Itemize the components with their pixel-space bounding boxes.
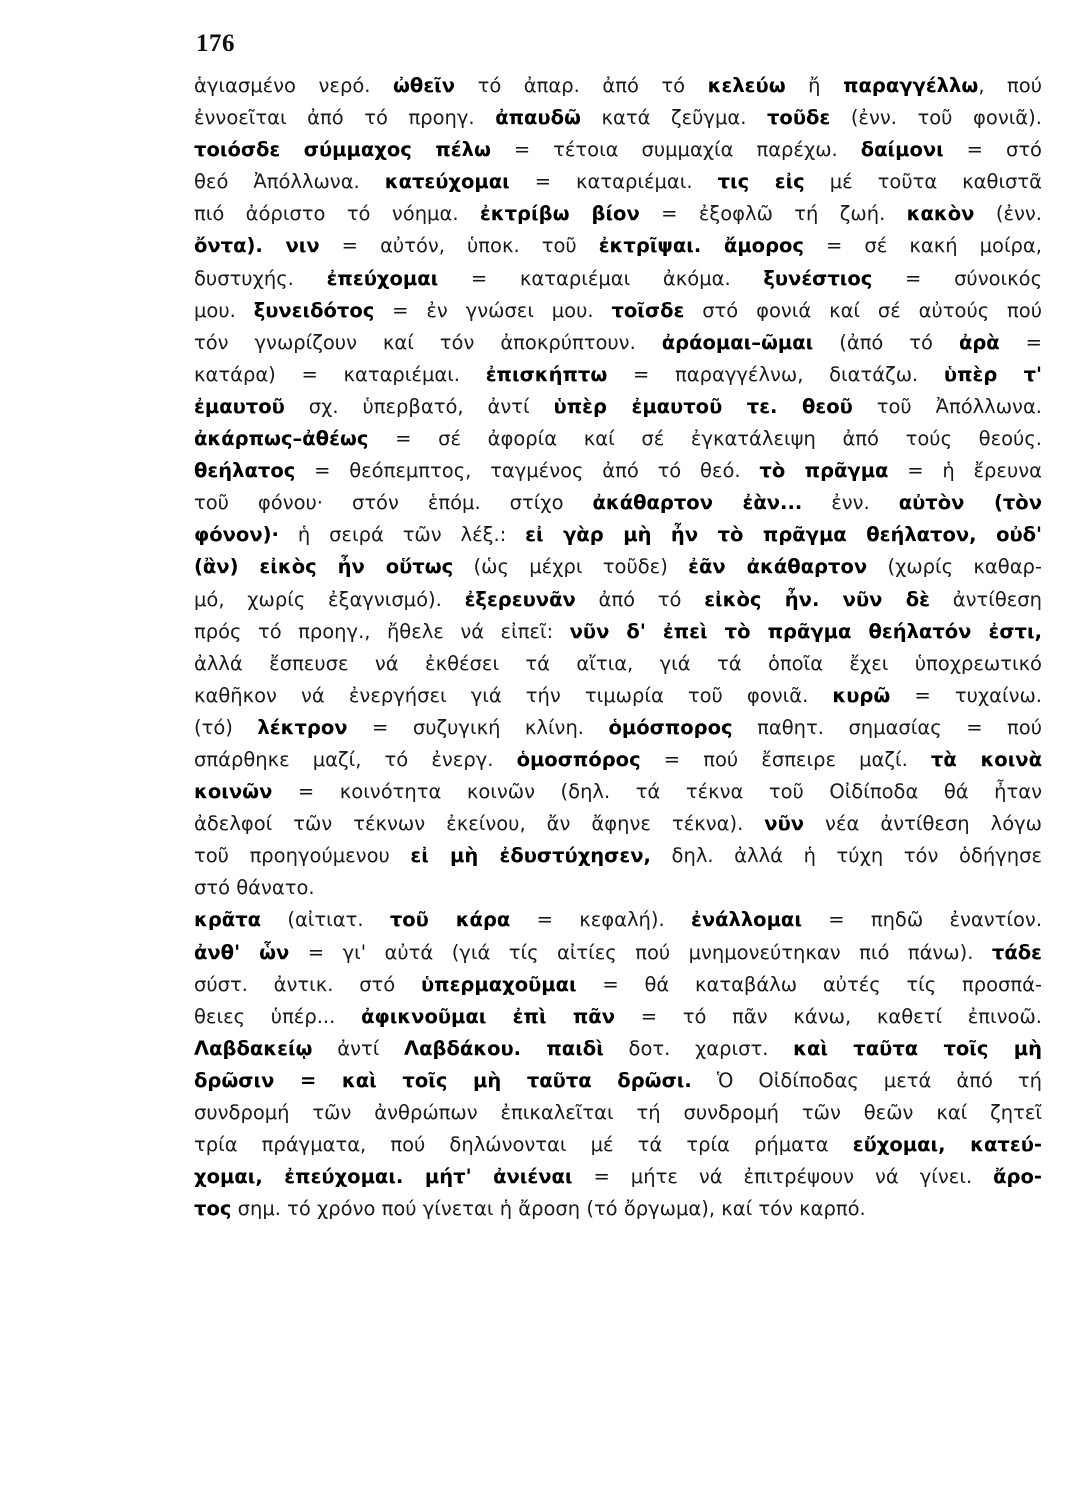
gloss-text: = πηδῶ ἐναντίον. <box>801 908 1043 932</box>
lemma-term: ἐμαυτοῦ <box>194 394 285 418</box>
gloss-text: πιό ἀόριστο τό νόημα. <box>194 202 480 226</box>
lemma-term: ἀρὰ <box>958 330 1000 354</box>
gloss-text: = πού ἔσπειρε μαζί. <box>640 747 931 771</box>
gloss-text: ἐννοεῖται ἀπό τό προηγ. <box>194 106 496 130</box>
lemma-term: ἄρο- <box>993 1165 1042 1189</box>
text-line <box>194 616 1042 648</box>
lemma-term: ἀράομαι–ῶμαι <box>661 330 814 354</box>
gloss-text: = τό πᾶν κάνω, καθετί ἐπινοῶ. <box>614 1004 1043 1028</box>
lemma-term: τοῦ κάρα <box>389 908 511 932</box>
text-line <box>194 904 1042 936</box>
lemma-term: ἀφικνοῦμαι ἐπὶ πᾶν <box>361 1004 615 1028</box>
gloss-text: ἁγιασμένο νερό. <box>194 74 393 97</box>
lemma-term: ἀκάρπως–ἀθέως <box>194 427 369 451</box>
lemma-term: τὰ κοινὰ <box>930 747 1042 771</box>
lemma-term: ἐᾶν ἀκάθαρτον <box>688 555 868 579</box>
text-line <box>194 519 1042 551</box>
text-line <box>194 70 1042 102</box>
gloss-text: καθῆκον νά ἐνεργήσει γιά τήν τιμωρία τοῦ φονιᾶ. <box>194 683 833 707</box>
lemma-term: κρᾶτα <box>194 908 262 932</box>
lemma-term: τοιόσδε σύμμαχος πέλω <box>194 138 491 162</box>
gloss-text: = σέ κακή μοίρα, <box>804 234 1042 258</box>
gloss-text: σημ. τό χρόνο πού γίνεται ἡ ἄροση (τό ὄργωμα), καί τόν καρπό. <box>231 1197 866 1221</box>
text-line <box>194 872 1042 904</box>
gloss-text: τόν γνωρίζουν καί τόν ἀποκρύπτουν. <box>194 330 662 354</box>
text-line <box>194 263 1042 295</box>
text-line <box>194 808 1042 840</box>
gloss-text: = καταριέμαι. <box>509 170 718 194</box>
text-line <box>194 1161 1042 1193</box>
gloss-text: δυστυχής. <box>194 266 327 290</box>
gloss-text: (αἰτιατ. <box>261 908 390 932</box>
lemma-term: ὄντα). νιν <box>194 234 320 258</box>
gloss-text: = σύνοικός <box>872 266 1043 290</box>
gloss-text: παθητ. σημασίας = πού <box>732 715 1042 739</box>
text-line <box>194 166 1042 198</box>
text-line <box>194 1001 1042 1033</box>
lemma-term: ὑπερμαχοῦμαι <box>420 972 577 996</box>
lemma-term: ἐπεύχομαι <box>326 266 439 290</box>
text-line <box>194 102 1042 134</box>
lemma-term: τὸ πρᾶγμα <box>759 459 889 483</box>
text-line <box>194 391 1042 423</box>
text-line <box>194 1193 1042 1225</box>
lemma-term: ὑπὲρ ἐμαυτοῦ τε. θεοῦ <box>553 394 853 418</box>
text-line <box>194 776 1042 808</box>
lemma-term: νῦν <box>764 812 805 836</box>
text-line <box>194 1065 1042 1097</box>
lemma-term: Λαβδάκου. παιδὶ <box>404 1036 604 1060</box>
gloss-text: (ἀπό τό <box>813 330 959 354</box>
lemma-term: δρῶσιν = καὶ τοῖς μὴ ταῦτα δρῶσι. <box>194 1068 692 1092</box>
text-line <box>194 230 1042 262</box>
gloss-text: τό ἀπαρ. ἀπό τό <box>455 74 708 97</box>
text-line <box>194 327 1042 359</box>
text-line <box>194 423 1042 455</box>
gloss-text: = θά καταβάλω αὐτές τίς προσπά- <box>576 972 1043 996</box>
lemma-term: τάδε <box>991 940 1042 964</box>
lemma-term: φόνον)· <box>194 523 279 547</box>
gloss-text: θειες ὑπέρ... <box>194 1004 362 1028</box>
gloss-text: , πού <box>978 74 1042 97</box>
lemma-term: ὑπὲρ τ' <box>943 362 1042 386</box>
gloss-text: = <box>999 330 1042 354</box>
text-line <box>194 1033 1042 1065</box>
paragraph <box>194 904 1042 1225</box>
lemma-term: ὁμοσπόρος <box>516 747 641 771</box>
gloss-text: κατάρα) = καταριέμαι. <box>194 362 486 386</box>
gloss-text: μου. <box>194 298 254 322</box>
gloss-text: σχ. ὑπερβατό, ἀντί <box>284 394 554 418</box>
lemma-term: τοῦδε <box>766 106 831 130</box>
gloss-text: τοῦ προηγούμενου <box>194 844 411 868</box>
lemma-term: εἰ μὴ ἐδυστύχησεν, <box>410 844 651 868</box>
gloss-text: στό θάνατο. <box>194 876 315 900</box>
lemma-term: ἀπαυδῶ <box>495 106 581 130</box>
page-number: 176 <box>196 30 235 57</box>
gloss-text: (ἐνν. τοῦ φονιᾶ). <box>830 106 1042 130</box>
gloss-text: ἀντί <box>312 1036 405 1060</box>
gloss-text: = αὐτόν, ὑποκ. τοῦ <box>319 234 599 258</box>
lemma-term: εὔχομαι, κατεύ- <box>852 1133 1042 1157</box>
gloss-text: ἀπό τό <box>575 587 705 611</box>
gloss-text: = ἐν γνώσει μου. <box>374 298 612 322</box>
lemma-term: ὠθεῖν <box>392 74 456 97</box>
lemma-term: ὁμόσπορος <box>608 715 733 739</box>
gloss-text: = παραγγέλνω, διατάζω. <box>607 362 944 386</box>
lemma-term: ἐκτρίβω βίον <box>479 202 640 226</box>
gloss-text: = γι' αὐτά (γιά τίς αἰτίες πού μνημονεύτηκαν πιό πάνω). <box>289 940 992 964</box>
lemma-term: κυρῶ <box>832 683 891 707</box>
text-line <box>194 937 1042 969</box>
lemma-term: παραγγέλλω <box>843 74 979 97</box>
lemma-term: εἰ γὰρ μὴ ἦν τὸ πρᾶγμα θεήλατον, οὐδ' <box>525 523 1043 547</box>
lemma-term: ξυνέστιος <box>763 266 873 290</box>
paragraph <box>194 70 1042 904</box>
text-line <box>194 744 1042 776</box>
gloss-text: σπάρθηκε μαζί, τό ἐνεργ. <box>194 747 517 771</box>
gloss-text: ἡ σειρά τῶν λέξ.: <box>278 523 526 547</box>
gloss-text: (χωρίς καθαρ- <box>867 555 1042 579</box>
gloss-text: τοῦ Ἀπόλλωνα. <box>852 394 1042 418</box>
gloss-text: = τέτοια συμμαχία παρέχω. <box>490 138 861 162</box>
lemma-term: χομαι, ἐπεύχομαι. μήτ' ἀνιέναι <box>194 1165 573 1189</box>
lemma-term: ἐνάλλομαι <box>690 908 802 932</box>
text-column <box>194 70 1042 1225</box>
gloss-text: ἀδελφοί τῶν τέκνων ἐκείνου, ἄν ἄφηνε τέκνα). <box>194 812 765 836</box>
lemma-term: κελεύω <box>707 74 786 97</box>
text-line <box>194 712 1042 744</box>
lemma-term: Λαβδακείῳ <box>194 1036 313 1060</box>
lemma-term: ἐπισκήπτω <box>485 362 608 386</box>
gloss-text: νέα ἀντίθεση λόγω <box>804 812 1042 836</box>
gloss-text: στό φονιά καί σέ αὐτούς πού <box>684 298 1042 322</box>
lemma-term: κατεύχομαι <box>384 170 510 194</box>
gloss-text: τοῦ φόνου· στόν ἑπόμ. στίχο <box>194 491 593 515</box>
text-line <box>194 840 1042 872</box>
text-line <box>194 487 1042 519</box>
lemma-term: ξυνειδότος <box>253 298 375 322</box>
text-line <box>194 134 1042 166</box>
text-line <box>194 680 1042 712</box>
gloss-text: = μήτε νά ἐπιτρέψουν νά γίνει. <box>572 1165 994 1189</box>
gloss-text: = θεόπεμπτος, ταγμένος ἀπό τό θεό. <box>295 459 760 483</box>
gloss-text: μέ τοῦτα καθιστᾶ <box>804 170 1043 194</box>
lemma-term: λέκτρον <box>257 715 348 739</box>
lemma-term: ἀκάθαρτον ἐὰν... <box>592 491 803 515</box>
gloss-text: = ἡ ἔρευνα <box>888 459 1042 483</box>
gloss-text: = στό <box>943 138 1042 162</box>
text-line <box>194 1129 1042 1161</box>
gloss-text: ἤ <box>785 74 844 97</box>
text-line <box>194 648 1042 680</box>
lemma-term: καὶ ταῦτα τοῖς μὴ <box>793 1036 1042 1060</box>
gloss-text: δοτ. χαριστ. <box>603 1036 794 1060</box>
text-line <box>194 198 1042 230</box>
lemma-term: κακὸν <box>906 202 975 226</box>
text-line <box>194 969 1042 1001</box>
text-line <box>194 455 1042 487</box>
gloss-text: Ὁ Οἰδίποδας μετά ἀπό τή <box>691 1068 1042 1092</box>
lemma-term: τος <box>194 1197 232 1221</box>
lemma-term: ἐκτρῖψαι. ἄμορος <box>598 234 804 258</box>
lemma-term: αὐτὸν (τὸν <box>898 491 1042 515</box>
gloss-text: (ἐνν. <box>974 202 1042 226</box>
gloss-text: θεό Ἀπόλλωνα. <box>194 170 385 194</box>
gloss-text: πρός τό προηγ., ἤθελε νά εἰπεῖ: <box>194 619 570 643</box>
gloss-text: ἀλλά ἔσπευσε νά ἐκθέσει τά αἴτια, γιά τά ὁποῖα ἔχει ὑποχρεωτικό <box>194 651 1042 675</box>
lemma-term: νῦν δ' ἐπεὶ τὸ πρᾶγμα θεήλατόν ἐστι, <box>569 619 1042 643</box>
gloss-text: = συζυγική κλίνη. <box>347 715 609 739</box>
lemma-term: κοινῶν <box>194 780 273 804</box>
gloss-text: σύστ. ἀντικ. στό <box>194 972 421 996</box>
gloss-text: συνδρομή τῶν ἀνθρώπων ἐπικαλεῖται τή συνδρομή τῶν θεῶν καί ζητεῖ <box>194 1101 1042 1124</box>
text-line <box>194 1097 1042 1129</box>
lemma-term: εἰκὸς ἦν. νῦν δὲ <box>704 587 930 611</box>
lemma-term: ἀνθ' ὧν <box>194 940 290 964</box>
lemma-term: τις εἰς <box>717 170 805 194</box>
gloss-text: μό, χωρίς ἐξαγνισμό). <box>194 587 465 611</box>
text-line <box>194 295 1042 327</box>
gloss-text: τρία πράγματα, πού δηλώνονται μέ τά τρία ρήματα <box>194 1133 853 1157</box>
text-line <box>194 584 1042 616</box>
gloss-text: = τυχαίνω. <box>890 683 1042 707</box>
gloss-text: = ἐξοφλῶ τή ζωή. <box>639 202 907 226</box>
lemma-term: θεήλατος <box>194 459 296 483</box>
gloss-text: (ὡς μέχρι τοῦδε) <box>453 555 689 579</box>
gloss-text: κατά ζεῦγμα. <box>580 106 767 130</box>
gloss-text: ἀντίθεση <box>930 587 1043 611</box>
lemma-term: τοῖσδε <box>611 298 685 322</box>
gloss-text: = σέ ἀφορία καί σέ ἐγκατάλειψη ἀπό τούς θεούς. <box>368 427 1042 451</box>
lemma-term: ἐξερευνᾶν <box>464 587 576 611</box>
gloss-text: δηλ. ἀλλά ἡ τύχη τόν ὁδήγησε <box>650 844 1042 868</box>
gloss-text: ἐνν. <box>802 491 899 515</box>
gloss-text: = κεφαλή). <box>510 908 691 932</box>
text-line <box>194 359 1042 391</box>
lemma-term: δαίμονι <box>860 138 944 162</box>
lemma-term: (ἂν) εἰκὸς ἦν οὕτως <box>194 555 454 579</box>
gloss-text: = καταριέμαι ἀκόμα. <box>438 266 764 290</box>
gloss-text: (τό) <box>194 715 258 739</box>
gloss-text: = κοινότητα κοινῶν (δηλ. τά τέκνα τοῦ Οἰδίποδα θά ἦταν <box>272 780 1042 804</box>
text-line <box>194 551 1042 583</box>
